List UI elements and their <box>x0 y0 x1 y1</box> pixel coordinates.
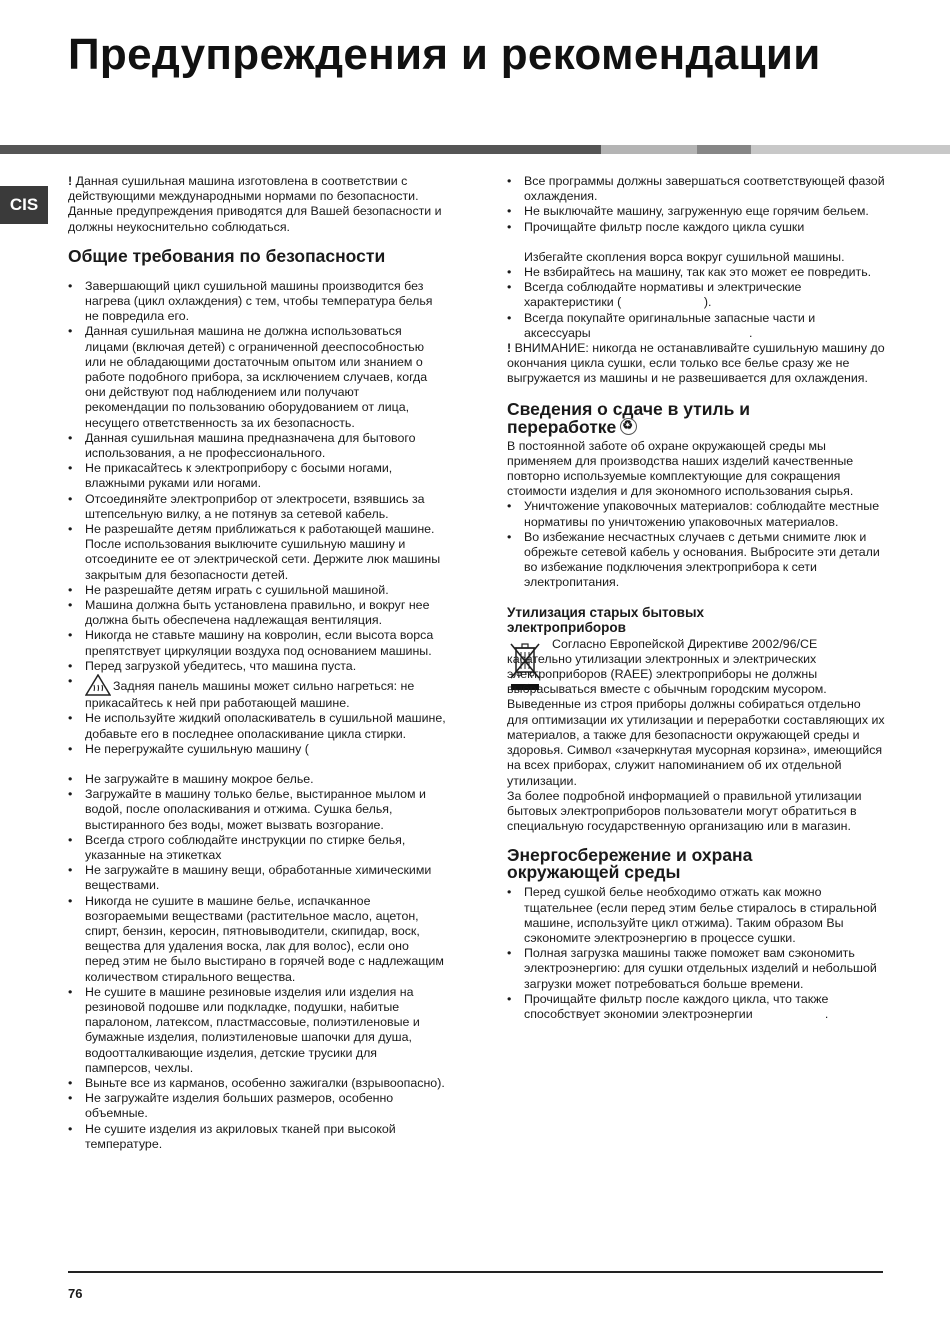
list-item: • Не прикасайтесь к электроприбору с босыми ногами, влажными руками или ногами. <box>68 461 446 491</box>
left-column <box>68 174 446 1152</box>
list-item: • Не сушите изделия из акриловых тканей при высокой температуре. <box>68 1122 446 1152</box>
list-item: • Прочищайте фильтр после каждого цикла сушки <box>507 220 885 235</box>
list-item: • Не взбирайтесь на машину, так как это может ее повредить. <box>507 265 885 280</box>
safety-list <box>68 279 446 1152</box>
list-item: • Выньте все из карманов, особенно зажигалки (взрывоопасно). <box>68 1076 446 1091</box>
list-item: • Данная сушильная машина не должна использоваться лицами (включая детей) с ограниченной дееспособностью или не обладающими достаточным опытом или знанием о работе подобного прибора, за исключением случаев, когда они действуют под наблюдением или получают рекомендации по пользованию оборудованием от лица, несущего ответственность за их безопасность. <box>68 324 446 430</box>
warning-mark: ! <box>68 174 73 188</box>
warning-mark: ! <box>507 341 512 356</box>
list-item: • Завершающий цикл сушильной машины производится без нагрева (цикл охлаждения) с тем, чтобы температура белья не повредила его. <box>68 279 446 325</box>
right-column <box>507 174 885 1022</box>
list-item: • Не загружайте изделия больших размеров, особенно объемные. <box>68 1091 446 1121</box>
intro-paragraph <box>68 174 446 235</box>
hot-item-text: Задняя панель машины может сильно нагреться: не прикасайтесь к ней при работающей машине. <box>85 679 415 711</box>
language-tab: CIS <box>0 186 48 224</box>
list-item: • Отсоединяйте электроприбор от электросети, взявшись за штепсельную вилку, а не потянув за сетевой кабель. <box>68 492 446 522</box>
list-item: • Перед сушкой белье необходимо отжать как можно тщательнее (если перед этим белье стиралось в стиральной машине, используйте цикл отжима). Таким образом Вы сэкономите электроэнергию в процессе сушки. <box>507 885 885 946</box>
header-bar-light-end <box>751 145 950 154</box>
warning-text: ВНИМАНИЕ: никогда не останавливайте сушильную машину до окончания цикла сушки, если только все белье сразу же не выгружается из машины и не развешивается для охлаждения. <box>507 341 885 386</box>
disposal-heading <box>507 398 885 437</box>
list-item: • Не перегружайте сушильную машину ( <box>68 742 446 757</box>
intro-text: Данная сушильная машина изготовлена в соответствии с действующими международными нормами по безопасности. Данные предупреждения приводятся для Вашей безопасности и должны неукоснительно соблюдаться. <box>68 174 442 234</box>
disposal-heading-line1: Сведения о сдаче в утиль и <box>507 398 750 419</box>
list-item: • Машина должна быть установлена правильно, и вокруг нее должна быть обеспечена надлежащая вентиляция. <box>68 598 446 628</box>
list-item: • Данная сушильная машина предназначена для бытового использования, а не профессионального. <box>68 431 446 461</box>
weee-heading: Утилизация старых бытовых электроприборов <box>507 604 704 635</box>
safety-heading: Общие требования по безопасности <box>68 245 386 266</box>
list-item: • Не выключайте машину, загруженную еще горячим бельем. <box>507 204 885 219</box>
list-item: • Не загружайте в машину мокрое белье. <box>68 772 446 787</box>
list-item-hot-surface <box>68 674 446 711</box>
list-item: • Прочищайте фильтр после каждого цикла, что также способствует экономии электроэнергии . <box>507 992 885 1022</box>
hot-surface-icon <box>85 674 111 696</box>
care-list <box>507 174 885 341</box>
list-item: • Не используйте жидкий ополаскиватель в сушильной машине, добавьте его в последнее ополаскивание цикла стирки. <box>68 711 446 741</box>
list-item: • Загружайте в машину только белье, выстиранное мылом и водой, после ополаскивания и отжима. Сушка белья, выстиранного без воды, может вызвать возгорание. <box>68 787 446 833</box>
disposal-list <box>507 499 885 590</box>
page-number: 76 <box>68 1286 83 1301</box>
list-item: • Полная загрузка машины также поможет вам сэкономить электроэнергию: для сушки отдельных изделий и небольшой загрузки может потребоваться больше времени. <box>507 946 885 992</box>
list-item: • Перед загрузкой убедитесь, что машина пуста. <box>68 659 446 674</box>
header-bar-light <box>601 145 697 154</box>
energy-list <box>507 885 885 1022</box>
list-item: • Все программы должны завершаться соответствующей фазой охлаждения. <box>507 174 885 204</box>
list-item: • Всегда строго соблюдайте инструкции по стирке белья, указанные на этикетках <box>68 833 446 863</box>
footer-rule <box>68 1271 883 1273</box>
list-item: • Не загружайте в машину вещи, обработанные химическими веществами. <box>68 863 446 893</box>
list-item: • Никогда не ставьте машину на ковролин, если высота ворса препятствует циркуляции воздуха под основанием машины. <box>68 628 446 658</box>
recycle-icon <box>620 418 637 435</box>
list-item: • Всегда покупайте оригинальные запасные части и аксессуары . <box>507 311 885 341</box>
header-bar-dark <box>0 145 601 154</box>
list-item: • Всегда соблюдайте нормативы и электрические характеристики ( ). <box>507 280 885 310</box>
list-item: • Уничтожение упаковочных материалов: соблюдайте местные нормативы по уничтожению упаковочных материалов. <box>507 499 885 529</box>
weee-paragraph-2: За более подробной информацией о правильной утилизации бытовых электроприборов пользователи могут обратиться в специальную государственную организацию или в магазин. <box>507 788 862 834</box>
list-item: • Не сушите в машине резиновые изделия или изделия на резиновой подошве или подкладке, подушки, набитые паралоном, латексом, пластмассовые, полиэтиленовые и бумажные изделия, полиэтиленовые шапочки для душа, водоотталкивающие изделия, детские трусики для памперсов, чехлы. <box>68 985 446 1076</box>
weee-paragraph: Согласно Европейской Директиве 2002/96/CE касательно утилизации электронных и электрических электроприборов (RAEE) электроприборы не должны выбрасываться вместе с обычным городским мусором. Выведенные из строя приборы должны собираться отдельно для оптимизации их утилизации и переработки составляющих их материалов, а также для безопасности окружающей среды и здоровья. Символ «зачеркнутая мусорная корзина», имеющийся на всех приборах, служит напоминанием об их отдельной утилизации. <box>507 636 885 788</box>
page-title: Предупреждения и рекомендации <box>68 30 821 79</box>
header-bar-mid <box>697 145 751 154</box>
disposal-paragraph: В постоянной заботе об охране окружающей среды мы применяем для производства наших изделий качественные повторно используемые комплектующие для сокращения стоимости изделия и для экономного использования сырья. <box>507 438 854 499</box>
list-item: • Не разрешайте детям приближаться к работающей машине. После использования выключите сушильную машину и отсоедините ее от электрической сети. Держите люк машины закрытым для безопасности детей. <box>68 522 446 583</box>
warning-paragraph <box>507 341 885 387</box>
list-item: • Во избежание несчастных случаев с детьми снимите люк и обрежьте сетевой кабель у основания. Выбросите эти детали во избежание подключения электроприбора к сети электропитания. <box>507 530 885 591</box>
disposal-heading-line2: переработке <box>507 416 617 437</box>
list-item: • Никогда не сушите в машине белье, испачканное возгораемыми веществами (растительное масло, ацетон, спирт, бензин, керосин, пятновыводители, скипидар, воск, вещества для удаления воска, лак для волос), если оно перед этим не было выстирано в горячей воде с надлежащим количеством стирального вещества. <box>68 894 446 985</box>
list-item-continuation: Избегайте скопления ворса вокруг сушильной машины. <box>524 249 845 264</box>
energy-heading: Энергосбережение и охрана окружающей среды <box>507 845 753 883</box>
list-item: • Не разрешайте детям играть с сушильной машиной. <box>68 583 446 598</box>
